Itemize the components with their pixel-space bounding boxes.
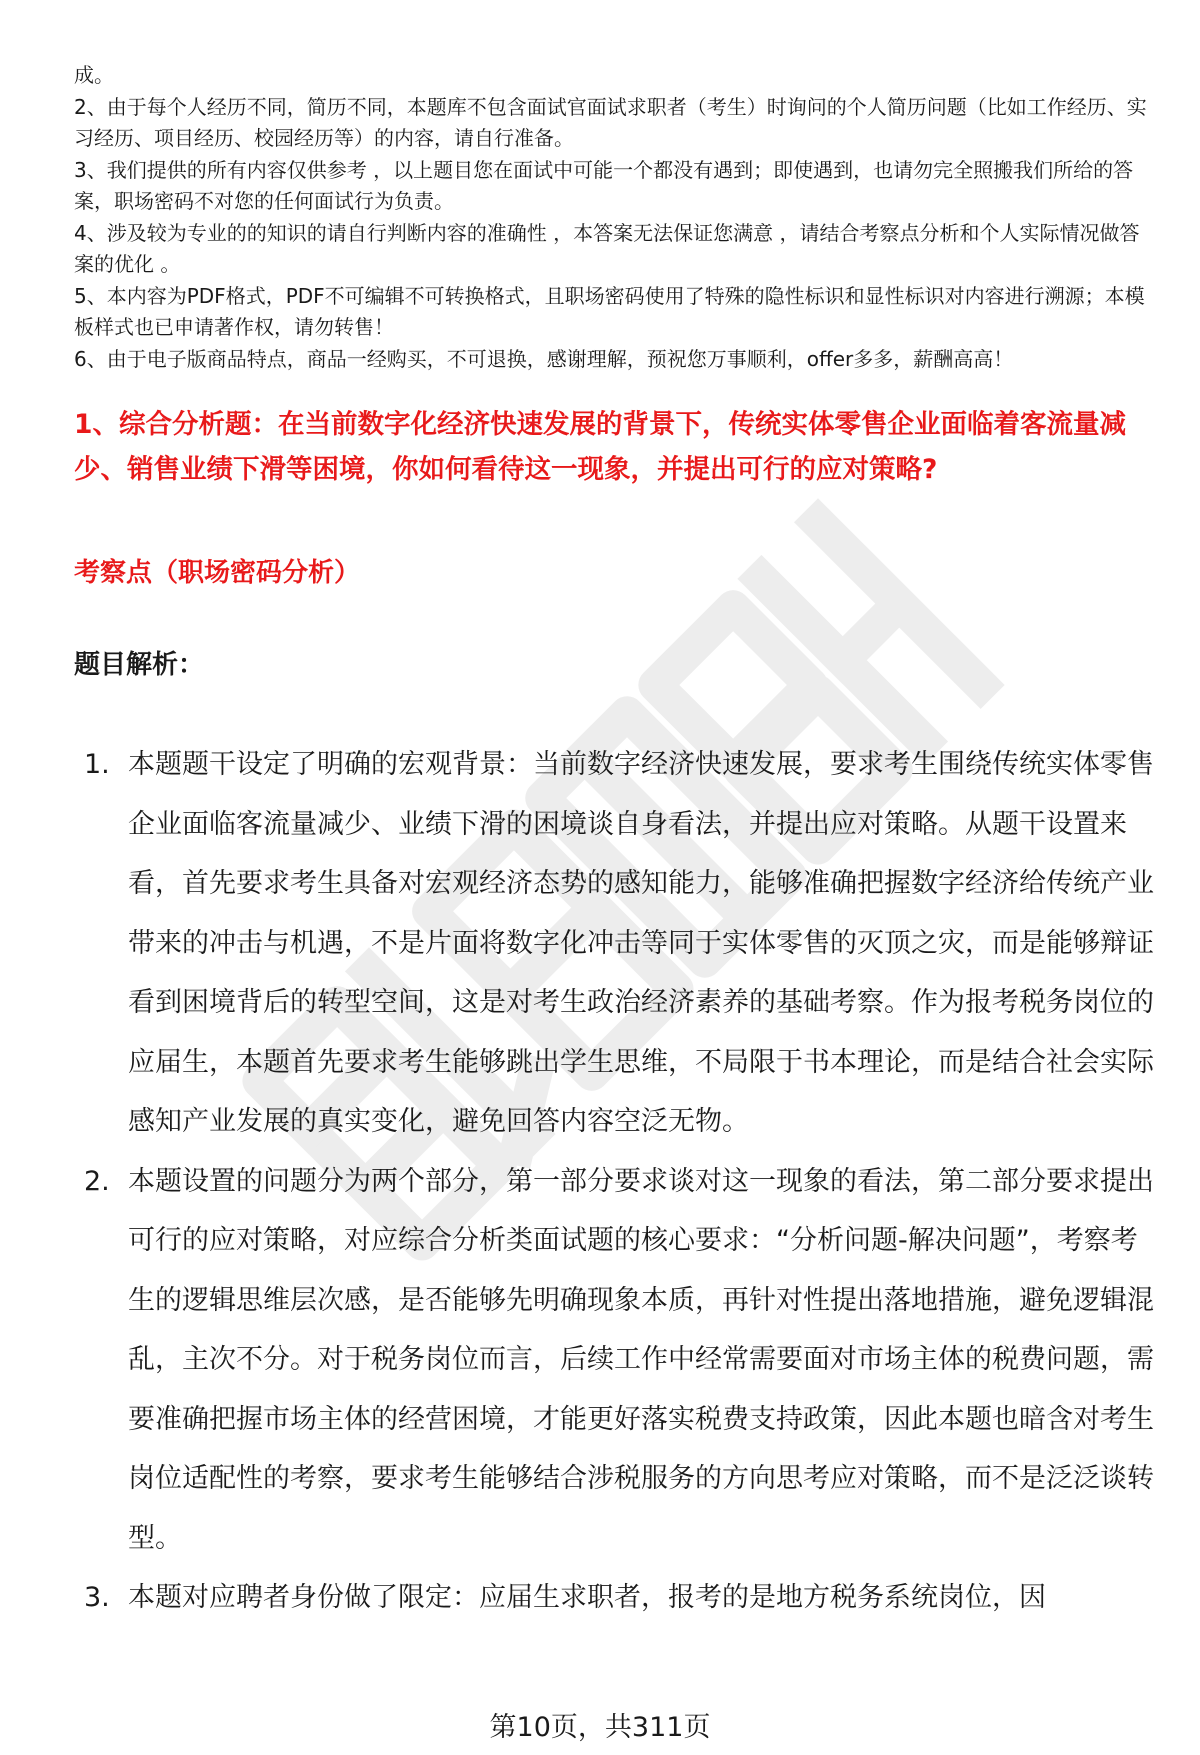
analysis-item-number: 3.	[84, 1582, 110, 1613]
analysis-heading: 题目解析：	[74, 650, 205, 680]
analysis-item	[84, 735, 1164, 1152]
question-heading: 1、综合分析题：在当前数字化经济快速发展的背景下，传统实体零售企业面临着客流量减少、销售业绩下滑等困境，你如何看待这一现象，并提出可行的应对策略?	[74, 409, 1126, 485]
analysis-item-number: 1.	[84, 749, 110, 780]
analysis-item-number: 2.	[84, 1165, 110, 1197]
notice-line: 5、本内容为PDF格式，PDF不可编辑不可转换格式，且职场密码使用了特殊的隐性标识和显性标识对内容进行溯源；本模板样式也已申请著作权，请勿转售！	[74, 283, 1145, 339]
notice-section	[74, 60, 1154, 375]
notice-line: 2、由于每个人经历不同，简历不同，本题库不包含面试官面试求职者（考生）时询问的个人简历问题（比如工作经历、实习经历、项目经历、校园经历等）的内容，请自行准备。	[74, 94, 1147, 150]
analysis-item	[84, 1568, 1164, 1628]
notice-line: 3、我们提供的所有内容仅供参考 ，以上题目您在面试中可能一个都没有遇到；即使遇到，也请勿完全照搬我们所给的答案，职场密码不对您的任何面试行为负责。	[74, 157, 1134, 213]
notice-line: 成。	[74, 63, 114, 87]
notice-line: 4、涉及较为专业的的知识的请自行判断内容的准确性 ，本答案无法保证您满意 ，请结合考察点分析和个人实际情况做答案的优化 。	[74, 220, 1140, 276]
analysis-item-text: 本题对应聘者身份做了限定：应届生求职者，报考的是地方税务系统岗位，因	[128, 1582, 1046, 1613]
analysis-item-text: 本题设置的问题分为两个部分，第一部分要求谈对这一现象的看法，第二部分要求提出可行的应对策略，对应综合分析类面试题的核心要求：“分析问题-解决问题”，考察考生的逻辑思维层次感，是否能够先明确现象本质，再针对性提出落地措施，避免逻辑混乱，主次不分。对于税务岗位而言，后续工作中经常需要面对市场主体的税费问题，需要准确把握市场主体的经营困境，才能更好落实税费支持政策，因此本题也暗含对考生岗位适配性的考察，要求考生能够结合涉税服务的方向思考应对策略，而不是泛泛谈转型。	[128, 1165, 1154, 1554]
notice-line: 6、由于电子版商品特点，商品一经购买，不可退换，感谢理解，预祝您万事顺利，offer多多，薪酬高高！	[74, 346, 1014, 371]
analysis-list	[84, 735, 1164, 1628]
page-footer: 第10页，共311页	[489, 1712, 711, 1743]
analysis-item-text: 本题题干设定了明确的宏观背景：当前数字经济快速发展，要求考生围绕传统实体零售企业面临客流量减少、业绩下滑的困境谈自身看法，并提出应对策略。从题干设置来看，首先要求考生具备对宏观经济态势的感知能力，能够准确把握数字经济给传统产业带来的冲击与机遇，不是片面将数字化冲击等同于实体零售的灭顶之灾，而是能够辩证看到困境背后的转型空间，这是对考生政治经济素养的基础考察。作为报考税务岗位的应届生，本题首先要求考生能够跳出学生思维，不局限于书本理论，而是结合社会实际感知产业发展的真实变化，避免回答内容空泛无物。	[128, 749, 1154, 1137]
assessment-points-heading: 考察点（职场密码分析）	[74, 558, 361, 588]
analysis-item	[84, 1152, 1164, 1569]
